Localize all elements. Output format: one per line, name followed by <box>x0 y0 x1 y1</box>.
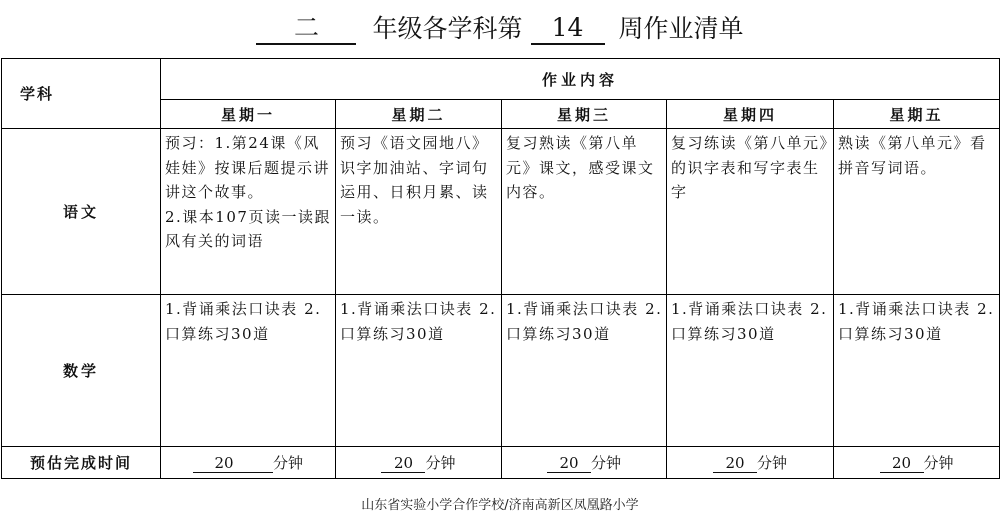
subject-math: 数学 <box>2 295 161 447</box>
school-footer: 山东省实验小学合作学校/济南高新区凤凰路小学 <box>361 498 639 513</box>
time-unit: 分钟 <box>272 454 303 472</box>
day-header-mon: 星期一 <box>161 100 336 129</box>
table-row-time <box>2 447 1000 479</box>
subject-chinese: 语文 <box>2 129 161 295</box>
homework-table <box>1 58 1000 479</box>
content-header: 作业内容 <box>161 59 1000 100</box>
table-row-chinese <box>2 129 1000 295</box>
day-header-thu: 星期四 <box>667 100 834 129</box>
time-value: 20 <box>193 454 273 473</box>
time-value: 20 <box>713 454 757 473</box>
time-unit: 分钟 <box>590 454 621 472</box>
time-value: 20 <box>547 454 591 473</box>
time-thu <box>667 447 834 479</box>
time-label: 预估完成时间 <box>2 447 161 479</box>
day-header-tue: 星期二 <box>336 100 502 129</box>
day-header-wed: 星期三 <box>502 100 667 129</box>
chinese-wed: 复习熟读《第八单元》课文，感受课文内容。 <box>502 129 667 295</box>
time-fri <box>834 447 1000 479</box>
title-end-text: 周作业清单 <box>618 14 744 43</box>
day-header-fri: 星期五 <box>834 100 1000 129</box>
chinese-fri: 熟读《第八单元》看拼音写词语。 <box>834 129 1000 295</box>
time-value: 20 <box>880 454 924 473</box>
grade-value: 二 <box>256 14 356 45</box>
time-unit: 分钟 <box>425 454 456 472</box>
math-fri: 1.背诵乘法口诀表 2.口算练习30道 <box>834 295 1000 447</box>
time-unit: 分钟 <box>923 454 954 472</box>
week-value: 14 <box>531 14 605 45</box>
chinese-thu: 复习练读《第八单元》的识字表和写字表生字 <box>667 129 834 295</box>
chinese-mon: 预习：1.第24课《风娃娃》按课后题提示讲讲这个故事。 2.课本107页读一读跟风有关的词语 <box>161 129 336 295</box>
time-value: 20 <box>381 454 425 473</box>
time-mon <box>161 447 336 479</box>
chinese-tue: 预习《语文园地八》识字加油站、字词句运用、日积月累、读一读。 <box>336 129 502 295</box>
time-wed <box>502 447 667 479</box>
math-wed: 1.背诵乘法口诀表 2.口算练习30道 <box>502 295 667 447</box>
title-middle-text: 年级各学科第 <box>372 14 523 43</box>
table-row-math <box>2 295 1000 447</box>
time-unit: 分钟 <box>756 454 787 472</box>
math-mon: 1.背诵乘法口诀表 2.口算练习30道 <box>161 295 336 447</box>
subject-header: 学科 <box>2 59 161 129</box>
document-title <box>0 0 1000 58</box>
math-thu: 1.背诵乘法口诀表 2.口算练习30道 <box>667 295 834 447</box>
math-tue: 1.背诵乘法口诀表 2.口算练习30道 <box>336 295 502 447</box>
time-tue <box>336 447 502 479</box>
